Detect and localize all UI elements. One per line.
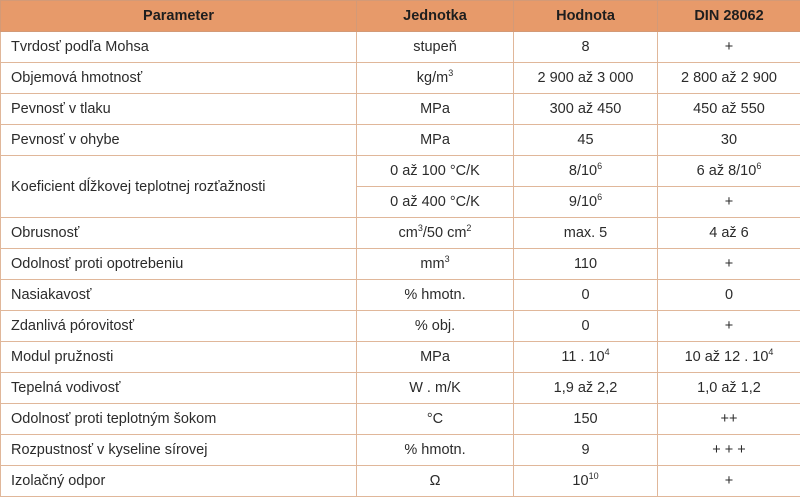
unit-superscript: 3 bbox=[444, 254, 450, 265]
header-row bbox=[1, 1, 800, 32]
unit-cell bbox=[357, 249, 514, 280]
value-superscript: 4 bbox=[604, 347, 610, 358]
table-row bbox=[1, 311, 800, 342]
unit-cell: % obj. bbox=[357, 311, 514, 342]
din-cell: 2 800 až 2 900 bbox=[658, 63, 800, 94]
din-cell: + bbox=[658, 466, 800, 497]
param-cell: Zdanlivá pórovitosť bbox=[1, 311, 357, 342]
param-cell: Odolnosť proti opotrebeniu bbox=[1, 249, 357, 280]
value-cell bbox=[514, 342, 658, 373]
table-row bbox=[1, 404, 800, 435]
din-superscript: 6 bbox=[756, 161, 762, 172]
value-cell: 2 900 až 3 000 bbox=[514, 63, 658, 94]
value-superscript: 10 bbox=[588, 471, 599, 482]
din-cell: 450 až 550 bbox=[658, 94, 800, 125]
unit-cell: MPa bbox=[357, 94, 514, 125]
unit-cell: stupeň bbox=[357, 32, 514, 63]
unit-cell: 0 až 400 °C/K bbox=[357, 187, 514, 218]
din-cell: + bbox=[658, 32, 800, 63]
value-cell bbox=[514, 156, 658, 187]
value-cell: 9 bbox=[514, 435, 658, 466]
table-row bbox=[1, 156, 800, 187]
value-cell bbox=[514, 466, 658, 497]
din-text: 6 až 8/10 bbox=[696, 163, 757, 179]
value-cell: 8 bbox=[514, 32, 658, 63]
value-cell: 0 bbox=[514, 280, 658, 311]
unit-cell: Ω bbox=[357, 466, 514, 497]
unit-text: /50 cm bbox=[422, 225, 467, 241]
unit-cell: W . m/K bbox=[357, 373, 514, 404]
table-row bbox=[1, 125, 800, 156]
param-cell: Tvrdosť podľa Mohsa bbox=[1, 32, 357, 63]
unit-text: kg/m bbox=[416, 70, 449, 86]
param-cell: Tepelná vodivosť bbox=[1, 373, 357, 404]
table-row bbox=[1, 218, 800, 249]
param-cell: Koeficient dĺžkovej teplotnej rozťažnosti bbox=[1, 156, 357, 218]
unit-cell: 0 až 100 °C/K bbox=[357, 156, 514, 187]
table-row bbox=[1, 94, 800, 125]
header-unit: Jednotka bbox=[357, 1, 514, 32]
value-text: 8/10 bbox=[568, 163, 598, 179]
value-cell: 300 až 450 bbox=[514, 94, 658, 125]
din-cell: + + + bbox=[658, 435, 800, 466]
param-cell: Obrusnosť bbox=[1, 218, 357, 249]
din-cell bbox=[658, 342, 800, 373]
unit-cell: % hmotn. bbox=[357, 435, 514, 466]
header-din: DIN 28062 bbox=[658, 1, 800, 32]
value-cell: max. 5 bbox=[514, 218, 658, 249]
value-text: 9/10 bbox=[568, 194, 598, 210]
value-text: 10 bbox=[572, 473, 589, 489]
unit-cell: °C bbox=[357, 404, 514, 435]
table-row bbox=[1, 32, 800, 63]
value-cell: 0 bbox=[514, 311, 658, 342]
value-superscript: 6 bbox=[597, 192, 603, 203]
table-body bbox=[1, 32, 800, 497]
header-parameter: Parameter bbox=[1, 1, 357, 32]
value-superscript: 6 bbox=[597, 161, 603, 172]
param-cell: Rozpustnosť v kyseline sírovej bbox=[1, 435, 357, 466]
table-row bbox=[1, 249, 800, 280]
table-row bbox=[1, 280, 800, 311]
din-cell bbox=[658, 156, 800, 187]
din-cell: + bbox=[658, 187, 800, 218]
unit-cell bbox=[357, 218, 514, 249]
unit-cell: MPa bbox=[357, 125, 514, 156]
param-cell: Pevnosť v ohybe bbox=[1, 125, 357, 156]
param-cell: Odolnosť proti teplotným šokom bbox=[1, 404, 357, 435]
din-cell: 4 až 6 bbox=[658, 218, 800, 249]
value-text: 11 . 10 bbox=[561, 349, 605, 365]
unit-cell: % hmotn. bbox=[357, 280, 514, 311]
param-cell: Izolačný odpor bbox=[1, 466, 357, 497]
param-cell: Objemová hmotnosť bbox=[1, 63, 357, 94]
din-superscript: 4 bbox=[768, 347, 774, 358]
table-header bbox=[1, 1, 800, 32]
value-cell: 110 bbox=[514, 249, 658, 280]
din-cell: + bbox=[658, 311, 800, 342]
unit-text: mm bbox=[420, 256, 445, 272]
value-cell: 150 bbox=[514, 404, 658, 435]
unit-cell: MPa bbox=[357, 342, 514, 373]
value-cell: 1,9 až 2,2 bbox=[514, 373, 658, 404]
param-cell: Pevnosť v tlaku bbox=[1, 94, 357, 125]
din-cell: 1,0 až 1,2 bbox=[658, 373, 800, 404]
unit-superscript: 2 bbox=[466, 223, 472, 234]
unit-superscript: 3 bbox=[417, 223, 423, 234]
header-value: Hodnota bbox=[514, 1, 658, 32]
unit-text: cm bbox=[398, 225, 418, 241]
table-row bbox=[1, 373, 800, 404]
param-cell: Nasiakavosť bbox=[1, 280, 357, 311]
param-cell: Modul pružnosti bbox=[1, 342, 357, 373]
table-row bbox=[1, 466, 800, 497]
din-cell: + bbox=[658, 249, 800, 280]
table-row bbox=[1, 342, 800, 373]
din-cell: 0 bbox=[658, 280, 800, 311]
unit-cell bbox=[357, 63, 514, 94]
unit-superscript: 3 bbox=[448, 68, 454, 79]
value-cell bbox=[514, 187, 658, 218]
value-cell: 45 bbox=[514, 125, 658, 156]
din-text: 10 až 12 . 10 bbox=[684, 349, 769, 365]
din-cell: 30 bbox=[658, 125, 800, 156]
din-cell: ++ bbox=[658, 404, 800, 435]
table-row bbox=[1, 63, 800, 94]
table-row bbox=[1, 435, 800, 466]
